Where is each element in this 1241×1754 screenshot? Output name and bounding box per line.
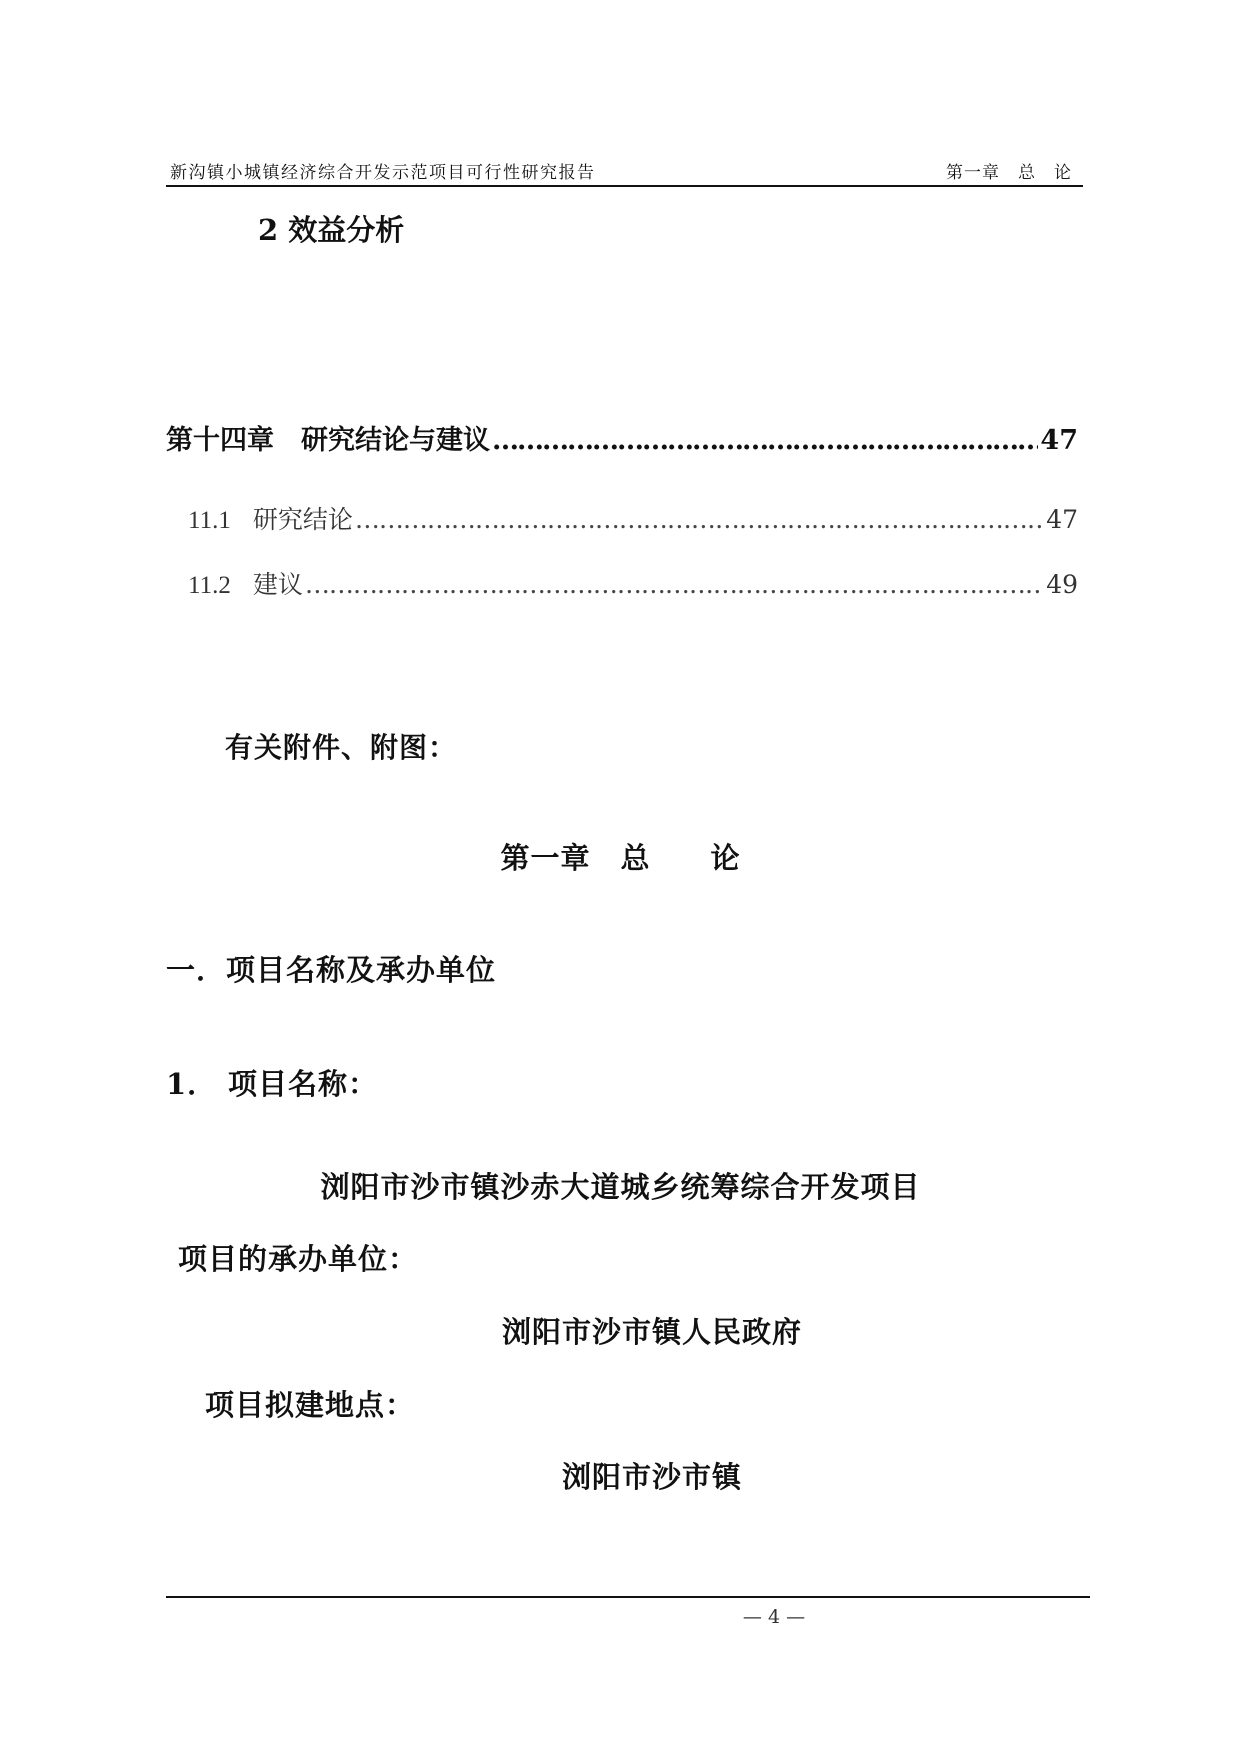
toc-entry-11-2[interactable]	[188, 565, 1078, 601]
toc-entry-number: 11.1	[188, 507, 231, 534]
toc-entry-page: 47	[1040, 425, 1078, 456]
site-label: 项目拟建地点：	[205, 1388, 416, 1422]
toc-entry-page: 49	[1046, 570, 1078, 599]
toc-entry-chapter14[interactable]	[166, 418, 1078, 457]
item-label: 项目名称：	[228, 1067, 379, 1101]
toc-entry-number: 11.2	[188, 572, 231, 599]
footer-rule	[166, 1596, 1090, 1598]
toc-leader-dots	[305, 570, 1044, 599]
toc-entry-page: 47	[1046, 505, 1078, 534]
toc-entry-label: 第十四章 研究结论与建议	[166, 425, 490, 456]
header-rule	[166, 185, 1083, 187]
toc-entry-11-1[interactable]	[188, 500, 1078, 536]
item-heading	[166, 1062, 378, 1103]
project-name: 浏阳市沙市镇沙赤大道城乡统筹综合开发项目	[320, 1170, 921, 1204]
organizer-name: 浏阳市沙市镇人民政府	[501, 1315, 802, 1349]
item-number: 1．	[166, 1067, 218, 1101]
page-number: — 4 —	[742, 1606, 806, 1628]
benefit-heading: 2 效益分析	[258, 213, 405, 247]
organizer-label: 项目的承办单位：	[178, 1242, 419, 1276]
header-doc-title: 新沟镇小城镇经济综合开发示范项目可行性研究报告	[170, 163, 596, 183]
chapter-title: 第一章 总 论	[500, 841, 741, 875]
site-name: 浏阳市沙市镇	[561, 1460, 742, 1494]
header-chapter: 第一章 总 论	[946, 163, 1072, 183]
toc-entry-label: 建议	[252, 570, 303, 599]
section-heading: 一．项目名称及承办单位	[166, 953, 497, 987]
toc-leader-dots	[492, 425, 1038, 456]
toc-leader-dots	[355, 505, 1044, 534]
toc-entry-label: 研究结论	[252, 505, 353, 534]
annex-heading: 有关附件、附图：	[225, 731, 458, 764]
